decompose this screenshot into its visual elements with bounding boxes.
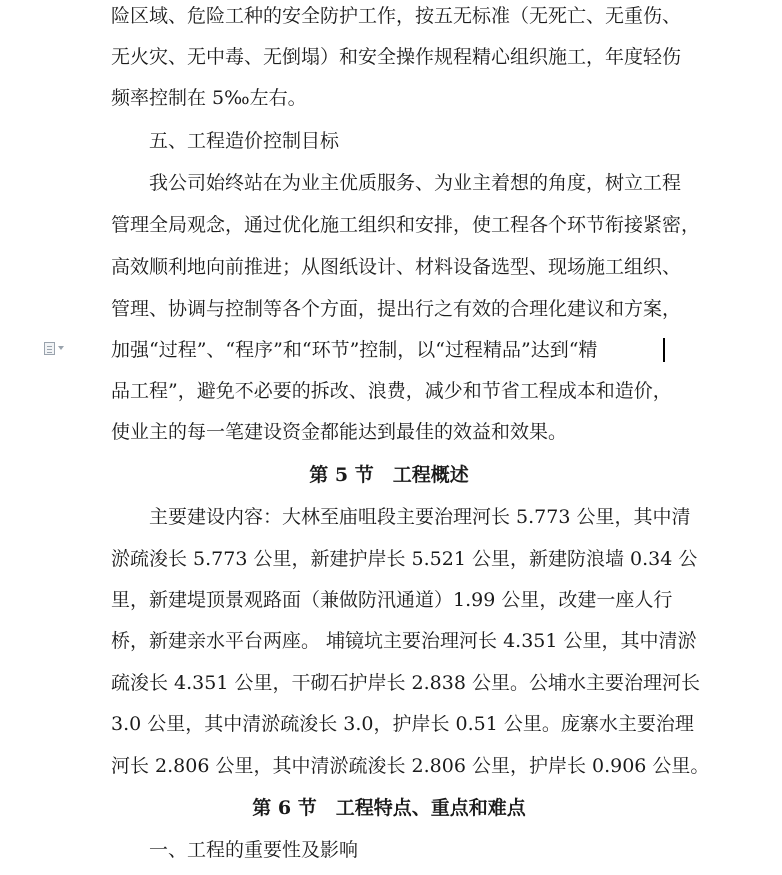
text-cursor	[663, 338, 665, 362]
body-line: 无火灾、无中毒、无倒塌）和安全操作规程精心组织施工，年度轻伤	[111, 46, 682, 68]
body-line: 淤疏浚长 5.773 公里，新建护岸长 5.521 公里，新建防浪墙 0.34 公	[111, 548, 698, 570]
body-line: 河长 2.806 公里，其中清淤疏浚长 2.806 公里，护岸长 0.906 公里。	[111, 755, 710, 777]
chevron-down-icon	[58, 346, 64, 350]
body-line: 使业主的每一笔建设资金都能达到最佳的效益和效果。	[111, 421, 568, 443]
body-line: 桥，新建亲水平台两座。 埔镜坑主要治理河长 4.351 公里，其中清淤	[111, 630, 697, 652]
body-line: 高效顺利地向前推进；从图纸设计、材料设备选型、现场施工组织、	[111, 256, 682, 278]
section-heading-5: 第 5 节 工程概述	[309, 464, 469, 486]
body-line: 管理全局观念，通过优化施工组织和安排，使工程各个环节衔接紧密，	[111, 214, 701, 236]
body-line: 我公司始终站在为业主优质服务、为业主着想的角度，树立工程	[149, 172, 682, 194]
body-line: 疏浚长 4.351 公里，干砌石护岸长 2.838 公里。公埔水主要治理河长	[111, 672, 700, 694]
body-line: 管理、协调与控制等各个方面，提出行之有效的合理化建议和方案，	[111, 298, 682, 320]
body-line: 频率控制在 5‰左右。	[111, 87, 307, 109]
body-line: 主要建设内容：大林至庙咀段主要治理河长 5.773 公里，其中清	[149, 506, 691, 528]
section-subheading: 一、工程的重要性及影响	[149, 839, 359, 861]
body-line: 加强“过程”、“程序”和“环节”控制，以“过程精品”达到“精	[111, 339, 598, 361]
document-icon	[44, 342, 55, 355]
section-heading-6: 第 6 节 工程特点、重点和难点	[252, 797, 526, 819]
body-line: 里，新建堤顶景观路面（兼做防汛通道）1.99 公里，改建一座人行	[111, 589, 673, 611]
body-line: 3.0 公里，其中清淤疏浚长 3.0，护岸长 0.51 公里。庞寨水主要治理	[111, 713, 694, 735]
paragraph-options-button[interactable]	[44, 340, 70, 356]
section-subheading: 五、工程造价控制目标	[149, 130, 340, 152]
body-line: 险区域、危险工种的安全防护工作，按五无标准（无死亡、无重伤、	[111, 5, 682, 27]
body-line: 品工程”，避免不必要的拆改、浪费，减少和节省工程成本和造价，	[111, 380, 672, 402]
